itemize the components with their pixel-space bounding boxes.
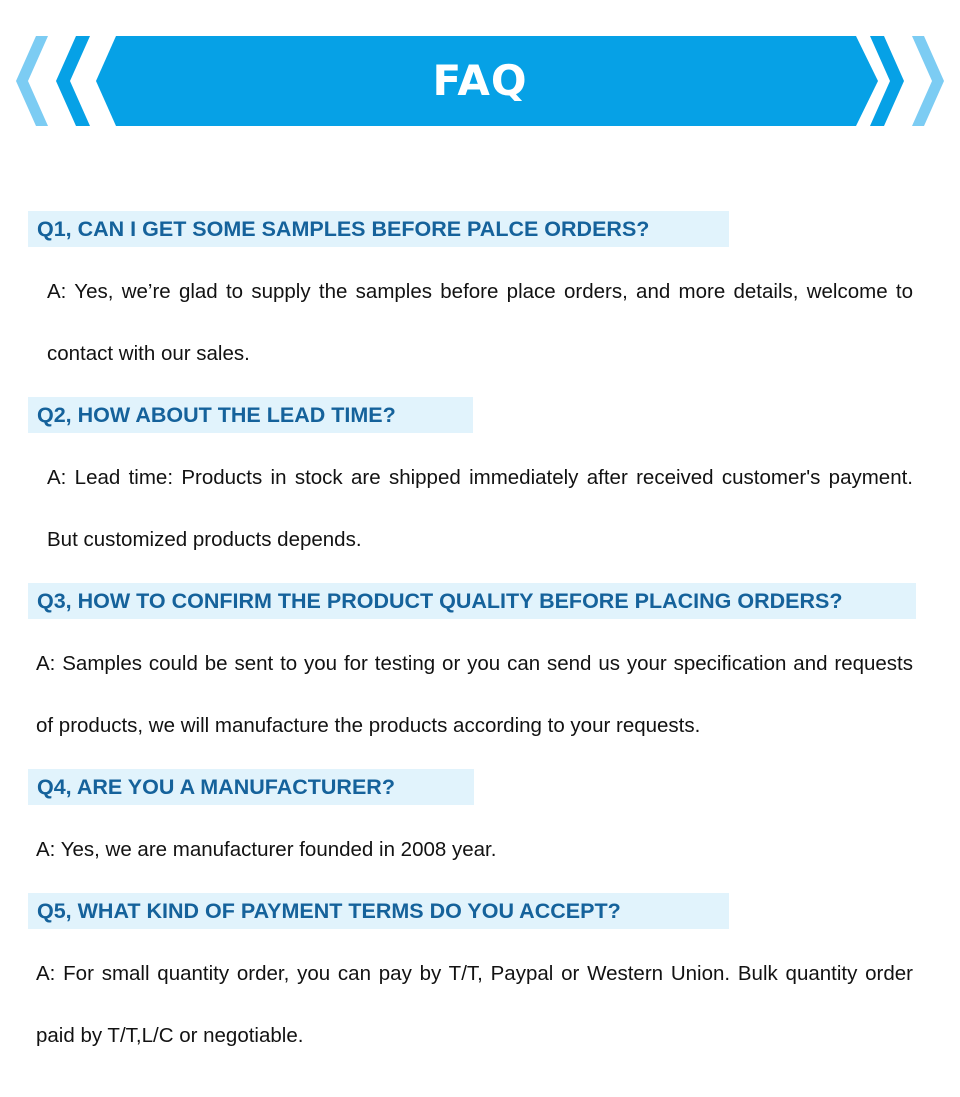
answer-text: A: Yes, we are manufacturer founded in 2008 year. [36,838,497,861]
question-heading: Q5, WHAT KIND OF PAYMENT TERMS DO YOU ACCEPT? [28,893,729,929]
question-heading: Q4, ARE YOU A MANUFACTURER? [28,769,474,805]
answer-text: A: For small quantity order, you can pay by T/T, Paypal or Western Union. Bulk quantity order paid by T/T,L/C or negotiable. [36,962,913,1047]
page-title: FAQ [432,56,528,105]
question-heading: Q3, HOW TO CONFIRM THE PRODUCT QUALITY BEFORE PLACING ORDERS? [28,583,916,619]
answer-text: A: Yes, we’re glad to supply the samples before place orders, and more details, welcome to contact with our sales. [47,280,913,365]
faq-banner [0,36,960,126]
answer-text: A: Samples could be sent to you for testing or you can send us your specification and requests of products, we will manufacture the products according to your requests. [36,652,913,737]
question-heading: Q1, CAN I GET SOME SAMPLES BEFORE PALCE ORDERS? [28,211,729,247]
answer-text: A: Lead time: Products in stock are shipped immediately after received customer's payment. But customized products depends. [47,466,913,551]
question-heading: Q2, HOW ABOUT THE LEAD TIME? [28,397,473,433]
